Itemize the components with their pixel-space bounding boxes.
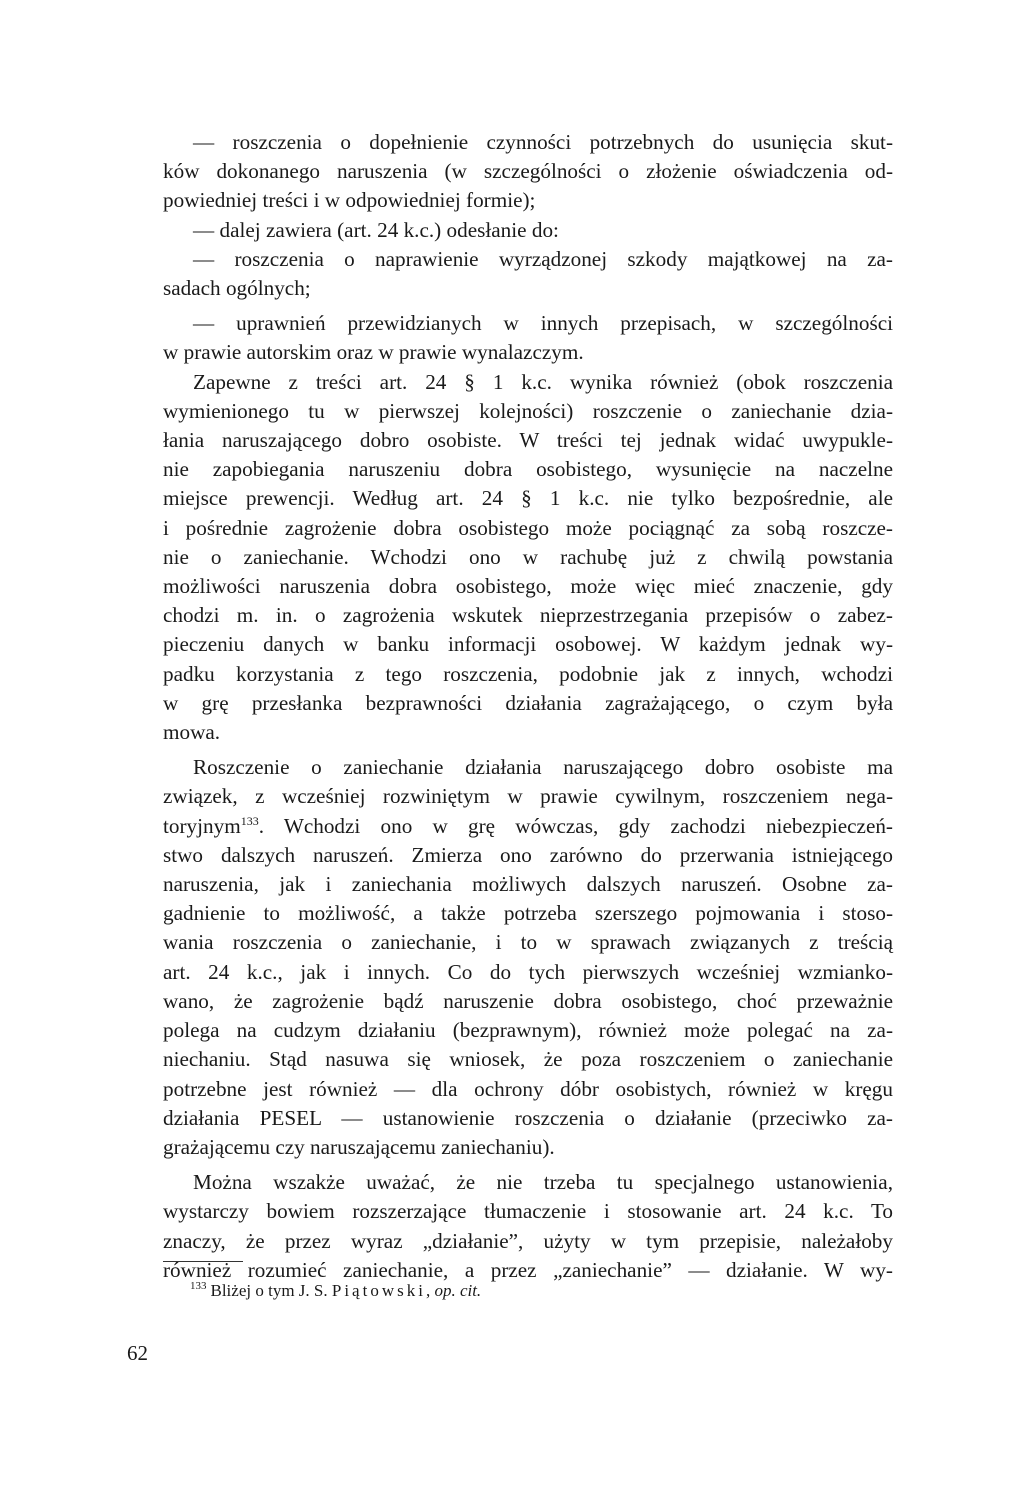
text-line: polega na cudzym działaniu (bezprawnym), również może polegać na za- [163, 1018, 893, 1043]
text-line: łania naruszającego dobro osobiste. W treści tej jednak widać uwypukle- [163, 428, 893, 453]
footnote [190, 1280, 481, 1302]
text-line: chodzi m. in. o zagrożenia wskutek nieprzestrzegania przepisów o zabez- [163, 603, 893, 628]
text-line: naruszenia, jak i zaniechania możliwych dalszych naruszeń. Osobne za- [163, 872, 893, 897]
text-line: niechaniu. Stąd nasuwa się wniosek, że poza roszczeniem o zaniechanie [163, 1047, 893, 1072]
footnote-text-mid: , [425, 1281, 435, 1300]
footnote-text-before: Bliżej o tym J. S. [210, 1281, 332, 1300]
text-line: grażającemu czy naruszającemu zaniechaniu). [163, 1134, 555, 1159]
text-line: nie o zaniechanie. Wchodzi ono w rachubę już z chwilą powstania [163, 544, 893, 569]
text-line: powiedniej treści i w odpowiedniej formie); [163, 188, 536, 213]
text-line: sadach ogólnych; [163, 276, 311, 301]
text-line: padku korzystania z tego roszczenia, podobnie jak z innych, wchodzi [163, 661, 893, 686]
text-line: — uprawnień przewidzianych w innych przepisach, w szczególności [193, 311, 893, 336]
text-line-part: . Wchodzi ono w grę wówczas, gdy zachodzi niebezpieczeń- [258, 813, 893, 838]
text-line: wymienionego tu w pierwszej kolejności) roszczenie o zaniechanie dzia- [163, 398, 893, 423]
text-line: ków dokonanego naruszenia (w szczególności o złożenie oświadczenia od- [163, 159, 893, 184]
text-line: wano, że zagrożenie bądź naruszenie dobra osobistego, choć przeważnie [163, 988, 893, 1013]
text-line: wystarczy bowiem rozszerzające tłumaczenie i stosowanie art. 24 k.c. To [163, 1199, 893, 1224]
text-line: Roszczenie o zaniechanie działania naruszającego dobro osobiste ma [193, 755, 893, 780]
text-line: również rozumieć zaniechanie, a przez „zaniechanie” — działanie. W wy- [163, 1257, 893, 1282]
text-line: stwo dalszych naruszeń. Zmierza ono zarówno do przerwania istniejącego [163, 842, 893, 867]
text-line: i pośrednie zagrożenie dobra osobistego może pociągnąć za sobą roszcze- [163, 515, 893, 540]
body-text [163, 128, 893, 1285]
text-line: — roszczenia o dopełnienie czynności potrzebnych do usunięcia skut- [193, 130, 893, 154]
text-line: nie zapobiegania naruszeniu dobra osobistego, wysunięcie na naczelne [163, 457, 893, 482]
text-line: możliwości naruszenia dobra osobistego, może więc mieć znaczenie, gdy [163, 574, 893, 599]
text-line: działania PESEL — ustanowienie roszczenia o działanie (przeciwko za- [163, 1105, 893, 1130]
text-line: w prawie autorskim oraz w prawie wynalazczym. [163, 340, 584, 365]
text-line: mowa. [163, 720, 221, 745]
text-line: Zapewne z treści art. 24 § 1 k.c. wynika również (obok roszczenia [193, 369, 893, 394]
text-line: w grę przesłanka bezprawności działania zagrażającego, o czym była [163, 690, 893, 715]
page-number: 62 [127, 1341, 148, 1365]
text-line: art. 24 k.c., jak i innych. Co do tych pierwszych wcześniej wzmianko- [163, 959, 893, 984]
text-line: — dalej zawiera (art. 24 k.c.) odesłanie do: [193, 217, 559, 242]
footnote-number: 133 [190, 1280, 207, 1293]
text-line-part: toryjnym [163, 813, 241, 838]
footnote-author: Piątowski [331, 1281, 426, 1300]
footnote-citation: op. cit. [434, 1281, 482, 1300]
footnote-separator [163, 1261, 243, 1262]
text-line: — roszczenia o naprawienie wyrządzonej szkody majątkowej na za- [193, 246, 893, 271]
text-line: Można wszakże uważać, że nie trzeba tu specjalnego ustanowienia, [193, 1170, 893, 1195]
footnote-reference: 133 [240, 813, 259, 828]
text-line: wania roszczenia o zaniechanie, i to w sprawach związanych z treścią [163, 930, 893, 955]
text-line: związek, z wcześniej rozwiniętym w prawie cywilnym, roszczeniem nega- [163, 784, 893, 809]
text-line: potrzebne jest również — dla ochrony dóbr osobistych, również w kręgu [163, 1076, 893, 1101]
text-line: gadnienie to możliwość, a także potrzeba szerszego pojmowania i stoso- [163, 901, 893, 926]
text-line: miejsce prewencji. Według art. 24 § 1 k.c. nie tylko bezpośrednie, ale [163, 486, 893, 511]
text-line: pieczeniu danych w banku informacji osobowej. W każdym jednak wy- [163, 632, 893, 657]
text-line [163, 812, 893, 841]
text-line: znaczy, że przez wyraz „działanie”, użyty w tym przepisie, należałoby [163, 1228, 893, 1253]
